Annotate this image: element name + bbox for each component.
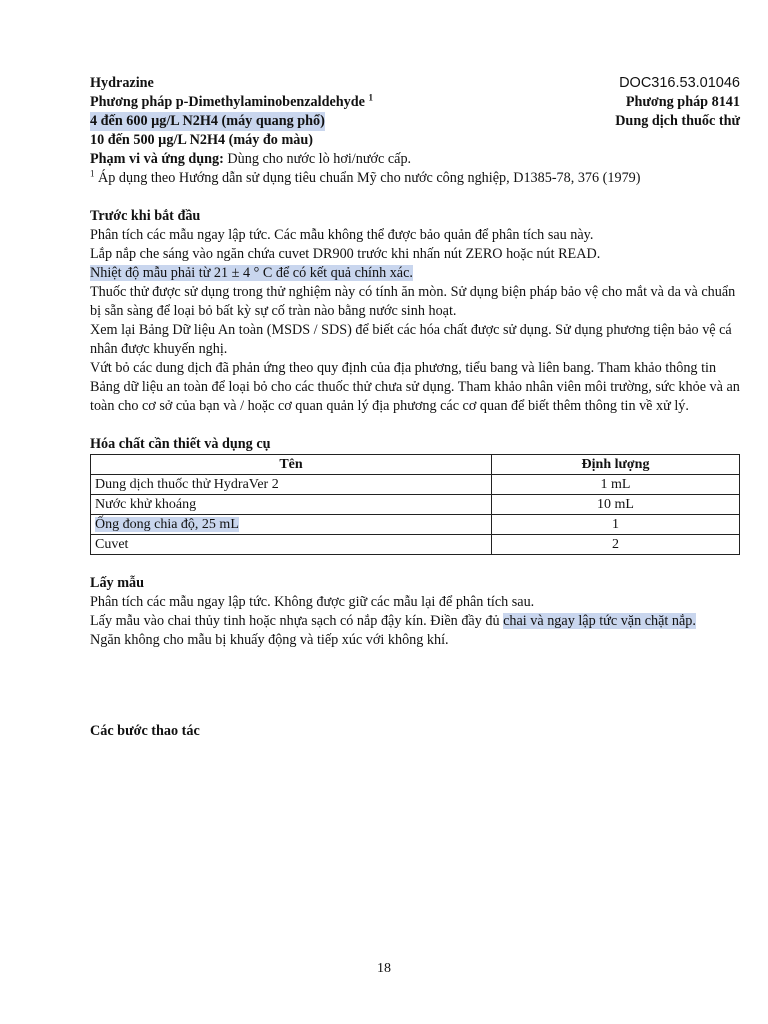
cell-qty: 1 mL bbox=[492, 475, 740, 495]
sampling-line-2-highlight: chai và ngay lập tức vặn chặt nắp. bbox=[503, 613, 696, 629]
cell-name: Nước khử khoáng bbox=[91, 495, 492, 515]
table-row bbox=[91, 535, 740, 555]
cell-name: Cuvet bbox=[91, 535, 492, 555]
before-line-6: Vứt bỏ các dung dịch đã phản ứng theo quy định của địa phương, tiểu bang và liên bang. Tham khảo thông tin Bảng dữ liệu an toàn để loại bỏ cho các thuốc thử chưa sử dụng. Tham khảo nhân viên môi trường, sức khỏe và an toàn cho cơ sở của bạn và / hoặc cơ quan quản lý địa phương các cơ quan để biết thêm thông tin về xử lý. bbox=[90, 360, 740, 414]
header-row-1 bbox=[90, 74, 740, 93]
method-name bbox=[90, 93, 373, 112]
method-name-text: Phương pháp p-Dimethylaminobenzaldehyde bbox=[90, 94, 365, 110]
range-spectrophotometer: 4 đến 600 µg/L N2H4 (máy quang phổ) bbox=[90, 113, 325, 129]
scope bbox=[90, 150, 740, 169]
sampling-line-3: Ngăn không cho mẫu bị khuấy động và tiếp xúc với không khí. bbox=[90, 632, 449, 648]
table-row bbox=[91, 515, 740, 535]
method-number: Phương pháp 8141 bbox=[625, 94, 740, 110]
col-header-qty: Định lượng bbox=[492, 455, 740, 475]
reagent-type: Dung dịch thuốc thử bbox=[615, 113, 740, 129]
scope-label: Phạm vi và ứng dụng: bbox=[90, 151, 224, 167]
scope-text: Dùng cho nước lò hơi/nước cấp. bbox=[223, 151, 412, 167]
before-line-1: Phân tích các mẫu ngay lập tức. Các mẫu không thể được bảo quản để phân tích sau này. bbox=[90, 227, 594, 243]
footnote bbox=[90, 169, 740, 188]
doc-title: Hydrazine bbox=[90, 75, 154, 91]
before-line-4: Thuốc thử được sử dụng trong thử nghiệm này có tính ăn mòn. Sử dụng biện pháp bảo vệ cho mắt và da và chuẩn bị sẵn sàng để loại bỏ bất kỳ sự cố tràn nào bằng nước sinh hoạt. bbox=[90, 284, 736, 319]
cell-name bbox=[91, 515, 492, 535]
cell-name: Dung dịch thuốc thử HydraVer 2 bbox=[91, 475, 492, 495]
sampling-line-1: Phân tích các mẫu ngay lập tức. Không được giữ các mẫu lại để phân tích sau. bbox=[90, 594, 535, 610]
header-row-3 bbox=[90, 112, 740, 131]
document-page bbox=[90, 74, 740, 741]
before-line-3-text: Nhiệt độ mẫu phải từ 21 ± 4 ° C để có kết quả chính xác. bbox=[90, 265, 413, 281]
cell-qty: 2 bbox=[492, 535, 740, 555]
before-line-5: Xem lại Bảng Dữ liệu An toàn (MSDS / SDS) để biết các hóa chất được sử dụng. Sử dụng phương tiện bảo vệ cá nhân được khuyến nghị. bbox=[90, 322, 732, 357]
range-colorimeter: 10 đến 500 µg/L N2H4 (máy đo màu) bbox=[90, 132, 313, 148]
footnote-text: Áp dụng theo Hướng dẫn sử dụng tiêu chuẩn Mỹ cho nước công nghiệp, D1385-78, 376 (1979) bbox=[94, 170, 641, 186]
col-header-name: Tên bbox=[91, 455, 492, 475]
steps-title: Các bước thao tác bbox=[90, 723, 200, 739]
table-row bbox=[91, 495, 740, 515]
before-title: Trước khi bắt đầu bbox=[90, 208, 201, 224]
before-line-2: Lắp nắp che sáng vào ngăn chứa cuvet DR900 trước khi nhấn nút ZERO hoặc nút READ. bbox=[90, 246, 601, 262]
header-row-2 bbox=[90, 93, 740, 112]
method-footnote-mark: 1 bbox=[368, 92, 373, 103]
cell-qty: 10 mL bbox=[492, 495, 740, 515]
sampling-line-2 bbox=[90, 612, 740, 631]
table-row bbox=[91, 475, 740, 495]
table-header-row bbox=[91, 455, 740, 475]
page-number: 18 bbox=[377, 961, 391, 976]
cell-name-highlight: Ống đong chia độ, 25 mL bbox=[95, 517, 239, 532]
sampling-title: Lấy mẫu bbox=[90, 575, 144, 591]
chemicals-title: Hóa chất cần thiết và dụng cụ bbox=[90, 436, 271, 452]
footnote-mark: 1 bbox=[90, 168, 95, 179]
chemicals-table bbox=[90, 454, 740, 555]
before-line-3 bbox=[90, 264, 740, 283]
doc-number: DOC316.53.01046 bbox=[619, 75, 740, 91]
cell-qty: 1 bbox=[492, 515, 740, 535]
sampling-line-2-text: Lấy mẫu vào chai thủy tinh hoặc nhựa sạch có nắp đậy kín. Điền đầy đủ bbox=[90, 613, 504, 629]
